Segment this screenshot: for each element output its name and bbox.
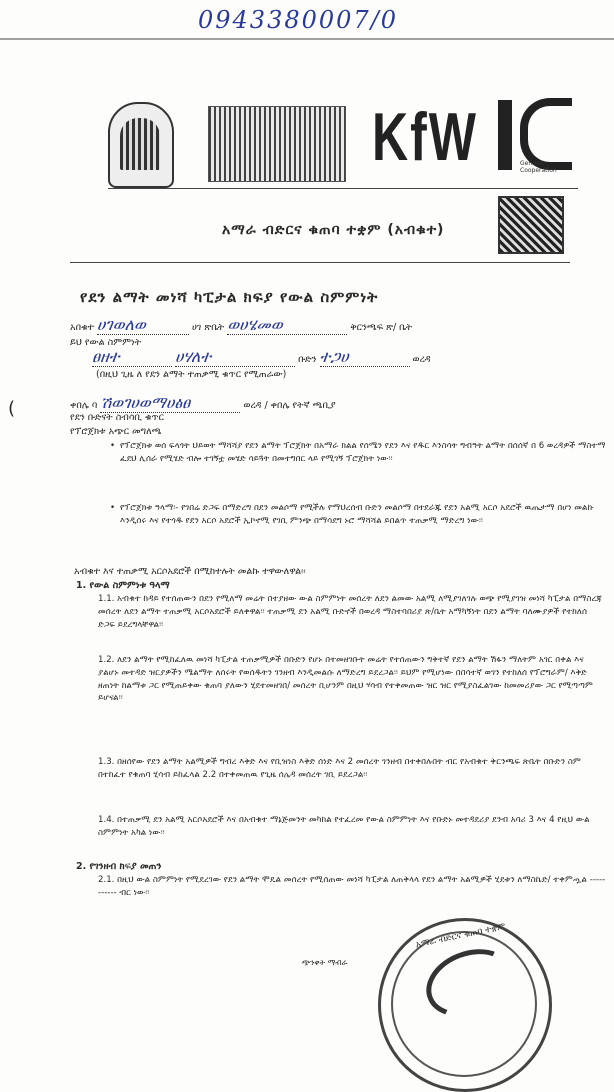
amhara-emblem-logo <box>108 102 174 188</box>
party-row-1 <box>70 315 413 335</box>
party-row-2: ይህ የውል ስምምነት <box>70 337 142 348</box>
kebele-suffix: ወረዳ / ቀበሌ የትኛ ጫቢያ <box>243 400 336 411</box>
header-divider <box>108 188 578 189</box>
section-1-item-3: 1.3. በዘሰየው የደን ልማት አልሚዎች ግብረ እቅድ እና የቢዝነስ እቅድ ሰነድ እና 2 መሰረት ገንዘብ በተቀበሉበት ብር የአብቁተ ቅርንጫፍ ጽቤት በቡድን ስም በተከፈተ የቁጠባ ሂሳብ ይከፈላል 2.2 በተቀመጠዉ የጊዜ ሰሌዳ መሰረት ገቢ ይደረጋል፡፡ <box>98 757 581 780</box>
kfw-logo: KfW <box>372 99 478 175</box>
section-2-heading: 2. የገንዘብ ክፍያ መጠን <box>76 861 162 872</box>
kebele-label: ቀበሌ ባ <box>70 400 98 411</box>
footer-note: ጭንቀት ማብራ <box>302 958 348 967</box>
giz-logo <box>498 96 568 176</box>
margin-mark: ( <box>8 398 16 419</box>
party-value-b: ሀሃለተ <box>175 347 212 366</box>
main-office-label: ሀገ ጽቤት <box>191 322 225 333</box>
party-value-a: ፀዘተ <box>92 347 120 366</box>
intro-line: አብቁተ እና ተጠቃሚ አርሶአደሮች በሚከተሉት መልኩ ተዋውለዋል፡፡ <box>74 566 306 577</box>
main-office-value: ወሀሄመወ <box>227 315 283 334</box>
section-1-item-2: 1.2. ለደን ልማት የሚከፈለዉ መነሻ ካፒታል ተጠቃሚዎች በቡድን የሆኑ በተመዘገቡት መሬት የተሰጠውን ግቅተኛ የደን ልማት ሽፋን ማለትም አገር በቀል እና ያልሆኑ መተዳድ ዝርያዎችን ሜልማት ለሰሩት የወሰዱትን ገንዘብ እንዲመልሱ ለማድረግ ይደረጋል፡፡ ይህም የሚሆነው በበሳተኛ ወገን የተከለሰ የፕሮግራም/ እቅድ ዘጠነት ከልማቱ ጋር የሚጠይቀው ቁጠባ ያለውን ሂደተመዘገበ/ መሰረት ቢሆንም በዚህ ሃሳብ የተቀመጠው ዝር ዝር የሚያስፈልገው ከመመሪያው ጋር የሚጣጣም ይሆናል፡፡ <box>98 655 593 704</box>
title-divider <box>70 262 570 263</box>
acsi-logo <box>498 196 564 254</box>
handwritten-phone-number: 0943380007/0 <box>198 6 399 34</box>
stamp-text: አማራ ብድርና ቁጠባ ተቋም <box>414 921 507 951</box>
branch-label: ቅርንጫፍ ጽ/ ቤት <box>350 322 413 333</box>
section-2-item-1: 2.1. በዚህ ውል ስምምነት የሚደረገው የደን ልማት ሞዴል መሰረት የሚሰጠው መነሻ ካፒታል ለጠቅላላ የደን ልማት አልሚዎች ሂደቱን ለማስኬድ/ ተቀምጧል ----------- ብር ነው፡፡ <box>98 875 606 898</box>
acsi-value: ሀገወለወ <box>96 315 146 334</box>
section-1-item-1: 1.1. አብቁተ ከዳይ የተሰጠውን በደን የሚለማ መሬት በተያዘው ውል ስምምነት መሰረት ለደን ልመው አልሚ ለሚያገለገሉ ወጭ የሚያገዝ መነሻ ካፒታል በማስረጃ መሰረት ለደን ልማት ተጠቃሚ አርሶአደሮች ይለቀዋል፡፡ ተጠቃሚ ደን አልሚ ቡድኖች በወረዳ ማስተባበሪያ ጽ/ቤት አማካኝነት በደን ልማት ባለሙያዎች የተከለሰ ድጋፍ ይደረግላቸዋል፡፡ <box>98 594 602 630</box>
giz-logo-text: German Cooperation <box>520 160 557 174</box>
ministry-logo <box>208 106 346 182</box>
section-1-item-4: 1.4. በተጠቃሚ ደን አልሚ አርሶአደሮች እና በአብቁተ ማኔጅመንት መካከል የተፈረመ የውል ስምምነት እና የቡድኑ መተዳደሪያ ደንብ አባሪ 3 እና 4 የዚህ ውል ስምምነት አካል ነው፡፡ <box>98 815 590 838</box>
kebele-value: ሽወገሀወማሀፅፀ <box>100 393 191 412</box>
woreda-label: ወረዳ <box>412 354 431 365</box>
project-bullet-1: • የፕሮጀክቱ ወሰ ፍላጎት ህይወት ማሻሻያ የደን ልማት ፕሮጀክት በአማራ ክልል የሰሜን የደን እና የዱር እንስሳት ግብዓት ልማት በሰሰኛ በ 6 ወረዳዎች ማስተማ ፈደህ ሊሰራ የሚሄድ ብሎ ተገኝቷ መሄድ ሳይጓት በመተግበር ላይ የሚገኝ ፕሮጀክት ነው፡፡ <box>120 440 606 466</box>
organization-title: አማራ ብድርና ቁጠባ ተቋም (አብቁተ) <box>222 222 445 238</box>
project-bullet-2: • የፕሮጀክቱ ዓላማ፡- የገበሬ ድጋፍ በማድረግ በደን መልሶማ የሚችሉ የማህረሰብ ቡድን መልሶማ በተደራጁ የደን አልሚ አርሶ አደሮች ዉጤታማ በሆነ መልኩ እንዲሰሩ እና የተጎዱ የደን አርሶ አደሮች ኢኮኖሚ የገቢ ምንጭ በማሳደግ ኑሮ ማሻሻል ይበልጥ ተጠቃሚ ማድረግ ነው፡፡ <box>120 502 606 528</box>
official-stamp <box>378 918 552 1092</box>
section-1-heading: 1. የውል ስምምነቱ ዓላማ <box>76 580 170 591</box>
group-value: ተጋሀ <box>319 347 349 366</box>
project-brief-heading: የፕሮጀክቱ አጭር መግለጫ <box>70 426 162 437</box>
document-title: የደን ልማት መነሻ ካፒታል ክፍያ የውል ስምምነት <box>80 288 379 306</box>
group-label: ቡድን <box>298 354 317 365</box>
acsi-label: አበቁተ <box>70 322 94 333</box>
party-row-6: የደን ቡድናት ስብሳቢ ቁጥር <box>70 412 164 423</box>
scan-line <box>0 38 614 40</box>
party-row-3 <box>92 347 431 367</box>
party-row-4-note: (በዚህ ጊዜ ለ የደን ልማት ተጠቃሚ ቁጥር የሚጠራው) <box>96 369 287 380</box>
